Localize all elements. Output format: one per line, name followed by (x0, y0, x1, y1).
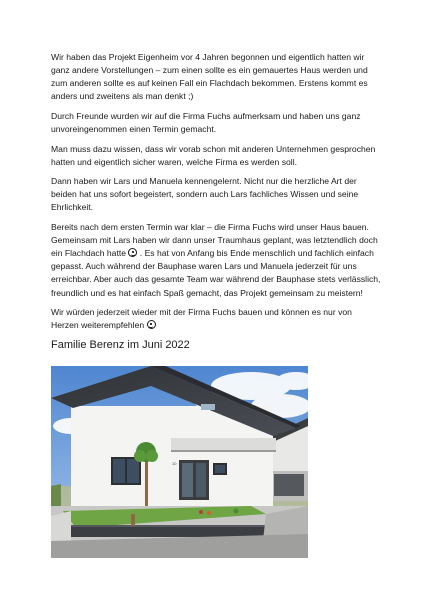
paragraph-5-part-b: . Es hat von Anfang bis Ende menschlich und fachlich einfach gepasst. Auch während der Bauphase waren Lars und Manuela jederzeit für uns erreichbar. Aber auch das gesamte Team war während der Bauphase stets verlässlich, freundlich und es hat einfach Spaß gemacht, das Projekt gemeinsam zu meistern! (51, 248, 381, 298)
signature: Familie Berenz im Juni 2022 (51, 338, 190, 351)
paragraph-2: Durch Freunde wurden wir auf die Firma Fuchs aufmerksam und haben uns ganz unvoreingenommen einen Termin gemacht. (51, 110, 361, 134)
paragraph-1: Wir haben das Projekt Eigenheim vor 4 Jahren begonnen und eigentlich hatten wir ganz andere Vorstellungen – zum einen sollte es ein gemauertes Haus werden und zum anderen sollte es auf keinen Fall ein Flachdach bekommen. Erstens kommt es anders und zweitens als man denkt ;) (51, 52, 368, 102)
paragraph-6-text: Wir würden jederzeit wieder mit der Firma Fuchs bauen und können es nur von Herzen weiterempfehlen (51, 307, 352, 331)
paragraph-3: Man muss dazu wissen, dass wir vorab schon mit anderen Unternehmen gesprochen hatten und eigentlich sicher waren, welche Firma es werden soll. (51, 143, 376, 167)
smiley-icon (147, 320, 156, 329)
paragraph-5 (51, 221, 381, 300)
testimonial-text (51, 51, 381, 352)
paragraph-5-part-a: Bereits nach dem ersten Termin war klar – die Firma Fuchs wird unser Haus bauen. Gemeinsam mit Lars haben wir dann unser Traumhaus geplant, was letztendlich doch ein Flachdach hatte (51, 222, 378, 259)
svg-text:10: 10 (172, 461, 177, 466)
paragraph-6 (51, 306, 381, 332)
paragraph-4: Dann haben wir Lars und Manuela kennengelernt. Nicht nur die herzliche Art der beiden hat uns sofort begeistert, sondern auch Lars fachliches Wissen und seine Ehrlichkeit. (51, 176, 359, 213)
house-photo (51, 366, 308, 558)
